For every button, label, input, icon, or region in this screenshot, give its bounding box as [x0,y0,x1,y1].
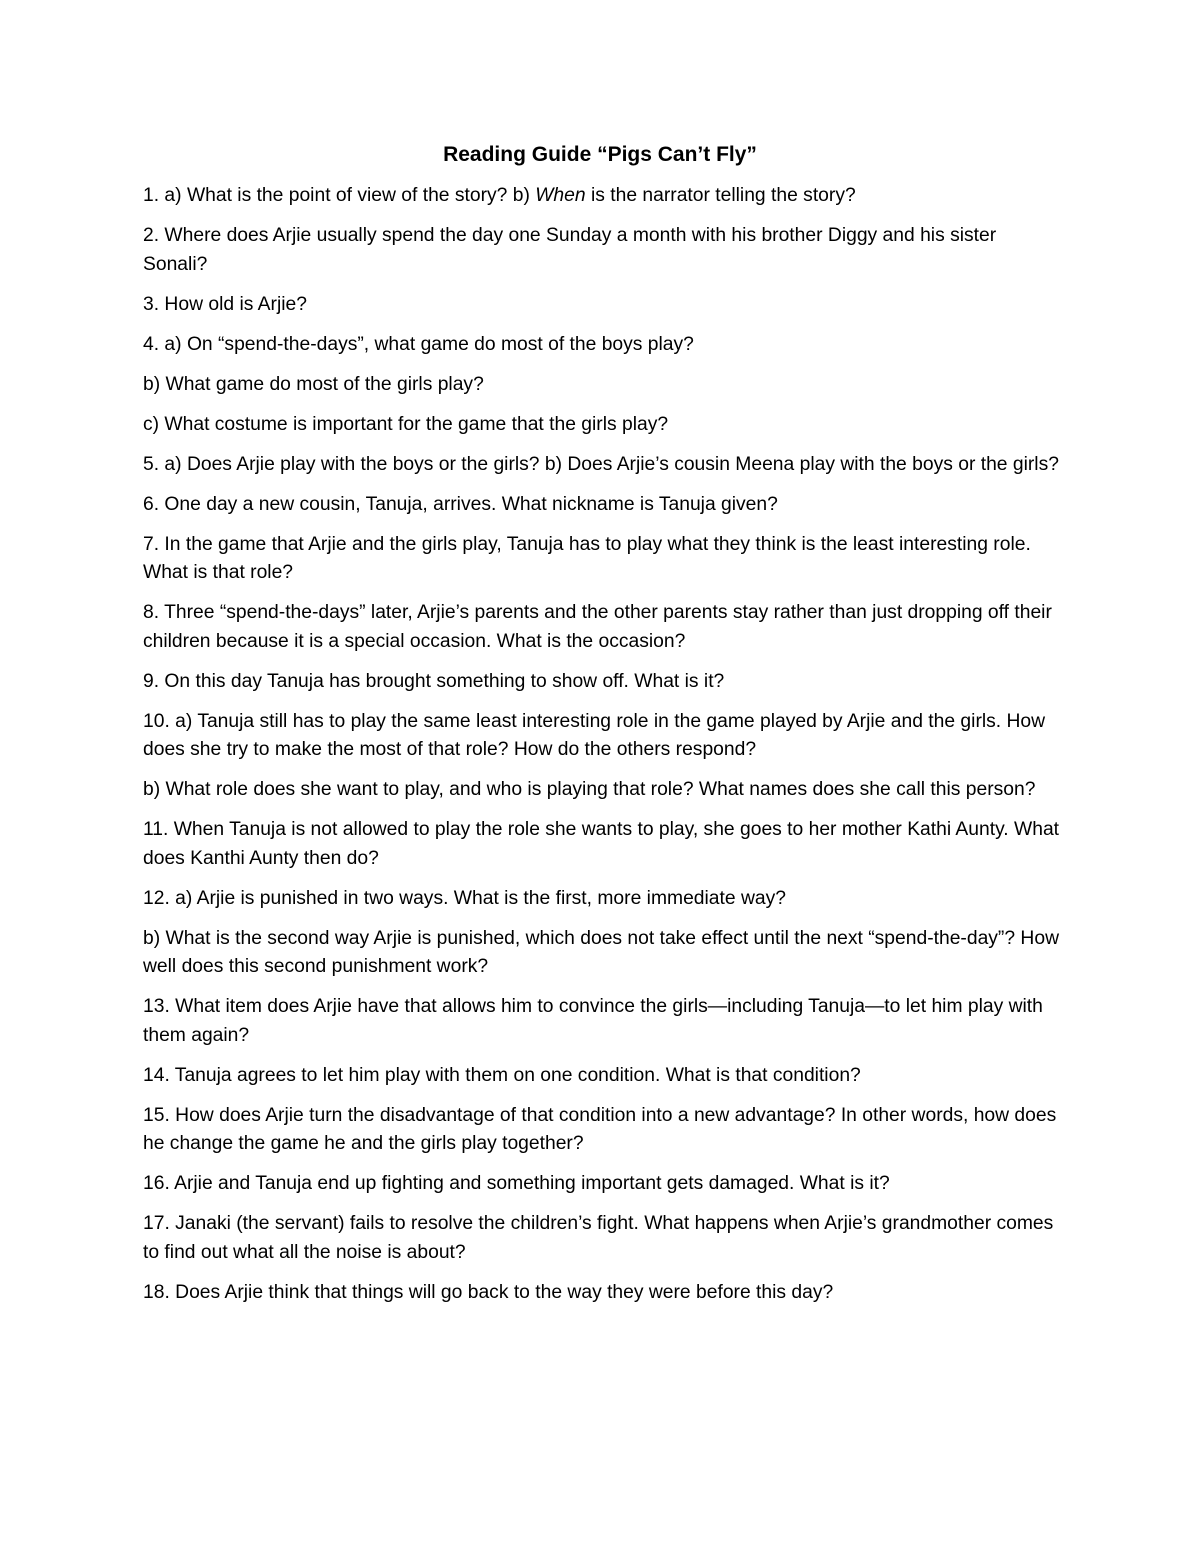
question-text: 6. One day a new cousin, Tanuja, arrives. What nickname is Tanuja given? [143,493,778,515]
question-text: c) What costume is important for the game that the girls play? [143,413,669,435]
question-item [143,599,1063,656]
question-text: b) What is the second way Arjie is punished, which does not take effect until the next “spend-the-day”? How well does this second punishment work? [143,927,1059,977]
question-text: is the narrator telling the story? [585,185,856,206]
question-item [143,411,1063,440]
question-text: 7. In the game that Arjie and the girls play, Tanuja has to play what they think is the least interesting role. What is that role? [143,533,1031,583]
question-item [143,1062,1063,1091]
question-text: 2. Where does Arjie usually spend the day one Sunday a month with his brother Diggy and his sister Sonali? [143,225,997,275]
question-text: 10. a) Tanuja still has to play the same least interesting role in the game played by Arjie and the girls. How does she try to make the most of that role? How do the others respond? [143,710,1046,760]
question-item [143,885,1063,914]
question-item [143,708,1063,765]
question-item [143,925,1063,982]
question-item [143,182,1063,211]
question-item [143,371,1063,400]
question-text: 3. How old is Arjie? [143,293,307,315]
question-text: 1. a) What is the point of view of the story? b) [143,185,536,206]
question-item [143,1210,1063,1267]
question-item [143,531,1063,588]
question-text: 5. a) Does Arjie play with the boys or the girls? b) Does Arjie’s cousin Meena play with the boys or the girls? [143,453,1059,475]
question-text: 13. What item does Arjie have that allows him to convince the girls—including Tanuja—to let him play with them again? [143,996,1043,1046]
question-item [143,291,1063,320]
question-text: 11. When Tanuja is not allowed to play the role she wants to play, she goes to her mother Kathi Aunty. What does Kanthi Aunty then do? [143,819,1060,869]
question-text: 4. a) On “spend-the-days”, what game do most of the boys play? [143,333,694,355]
question-item [143,1279,1063,1308]
question-item [143,993,1063,1050]
question-item [143,668,1063,697]
question-item [143,1102,1063,1159]
question-item [143,222,1063,279]
question-list [143,182,1063,1319]
question-item [143,776,1063,805]
question-item [143,491,1063,520]
question-text: b) What role does she want to play, and who is playing that role? What names does she call this person? [143,779,1036,800]
question-text: 8. Three “spend-the-days” later, Arjie’s parents and the other parents stay rather than just dropping off their children because it is a special occasion. What is the occasion? [143,602,1052,652]
question-text: 12. a) Arjie is punished in two ways. What is the first, more immediate way? [143,887,786,909]
question-text-emphasis: When [535,185,586,206]
document-title: Reading Guide “Pigs Can’t Fly” [443,143,757,166]
question-text: 15. How does Arjie turn the disadvantage of that condition into a new advantage? In other words, how does he change the game he and the girls play together? [143,1104,1057,1154]
question-text: b) What game do most of the girls play? [143,373,484,395]
question-text: 18. Does Arjie think that things will go back to the way they were before this day? [143,1281,834,1303]
question-item [143,816,1063,873]
question-item [143,331,1063,360]
question-item [143,451,1063,480]
question-text: 17. Janaki (the servant) fails to resolve the children’s fight. What happens when Arjie’s grandmother comes to find out what all the noise is about? [143,1213,1054,1263]
question-text: 9. On this day Tanuja has brought something to show off. What is it? [143,670,725,692]
question-item [143,1170,1063,1199]
question-text: 14. Tanuja agrees to let him play with them on one condition. What is that condition? [143,1064,861,1086]
question-text: 16. Arjie and Tanuja end up fighting and something important gets damaged. What is it? [143,1173,890,1194]
